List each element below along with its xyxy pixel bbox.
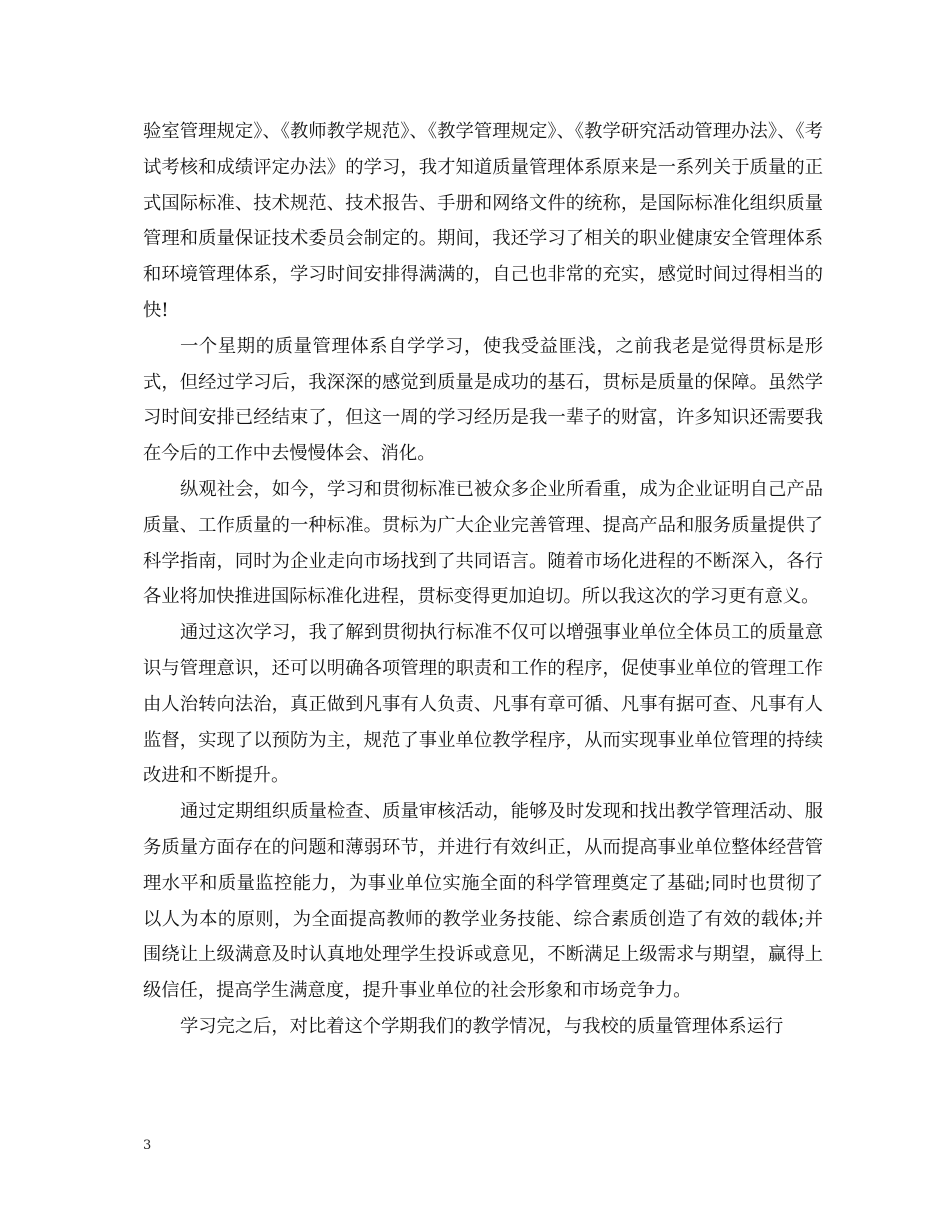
page-number: 3 bbox=[143, 1138, 152, 1153]
paragraph: 通过定期组织质量检查、质量审核活动，能够及时发现和找出教学管理活动、服务质量方面存在的问题和薄弱环节，并进行有效纠正，从而提高事业单位整体经营管理水平和质量监控能力，为事业单位实施全面的科学管理奠定了基础;同时也贯彻了以人为本的原则，为全面提高教师的教学业务技能、综合素质创造了有效的载体;并围绕让上级满意及时认真地处理学生投诉或意见，不断满足上级需求与期望，赢得上级信任，提高学生满意度，提升事业单位的社会形象和市场竞争力。 bbox=[143, 801, 823, 1002]
body-text bbox=[143, 114, 823, 1045]
paragraph: 学习完之后，对比着这个学期我们的教学情况，与我校的质量管理体系运行 bbox=[180, 1015, 784, 1037]
paragraph: 纵观社会，如今，学习和贯彻标准已被众多企业所看重，成为企业证明自己产品质量、工作质量的一种标准。贯标为广大企业完善管理、提高产品和服务质量提供了科学指南，同时为企业走向市场找到了共同语言。随着市场化进程的不断深入，各行各业将加快推进国际标准化进程，贯标变得更加迫切。所以我这次的学习更有意义。 bbox=[143, 478, 823, 608]
paragraph: 一个星期的质量管理体系自学学习，使我受益匪浅，之前我老是觉得贯标是形式，但经过学习后，我深深的感觉到质量是成功的基石，贯标是质量的保障。虽然学习时间安排已经结束了，但这一周的学习经历是我一辈子的财富，许多知识还需要我在今后的工作中去慢慢体会、消化。 bbox=[143, 335, 823, 465]
paragraph: 通过这次学习，我了解到贯彻执行标准不仅可以增强事业单位全体员工的质量意识与管理意识，还可以明确各项管理的职责和工作的程序，促使事业单位的管理工作由人治转向法治，真正做到凡事有人负责、凡事有章可循、凡事有据可查、凡事有人监督，实现了以预防为主，规范了事业单位教学程序，从而实现事业单位管理的持续改进和不断提升。 bbox=[143, 622, 823, 787]
paragraph: 验室管理规定》、《教师教学规范》、《教学管理规定》、《教学研究活动管理办法》、《考试考核和成绩评定办法》的学习，我才知道质量管理体系原来是一系列关于质量的正式国际标准、技术规范、技术报告、手册和网络文件的统称，是国际标准化组织质量管理和质量保证技术委员会制定的。期间，我还学习了相关的职业健康安全管理体系和环境管理体系，学习时间安排得满满的，自己也非常的充实，感觉时间过得相当的快! bbox=[143, 121, 823, 321]
